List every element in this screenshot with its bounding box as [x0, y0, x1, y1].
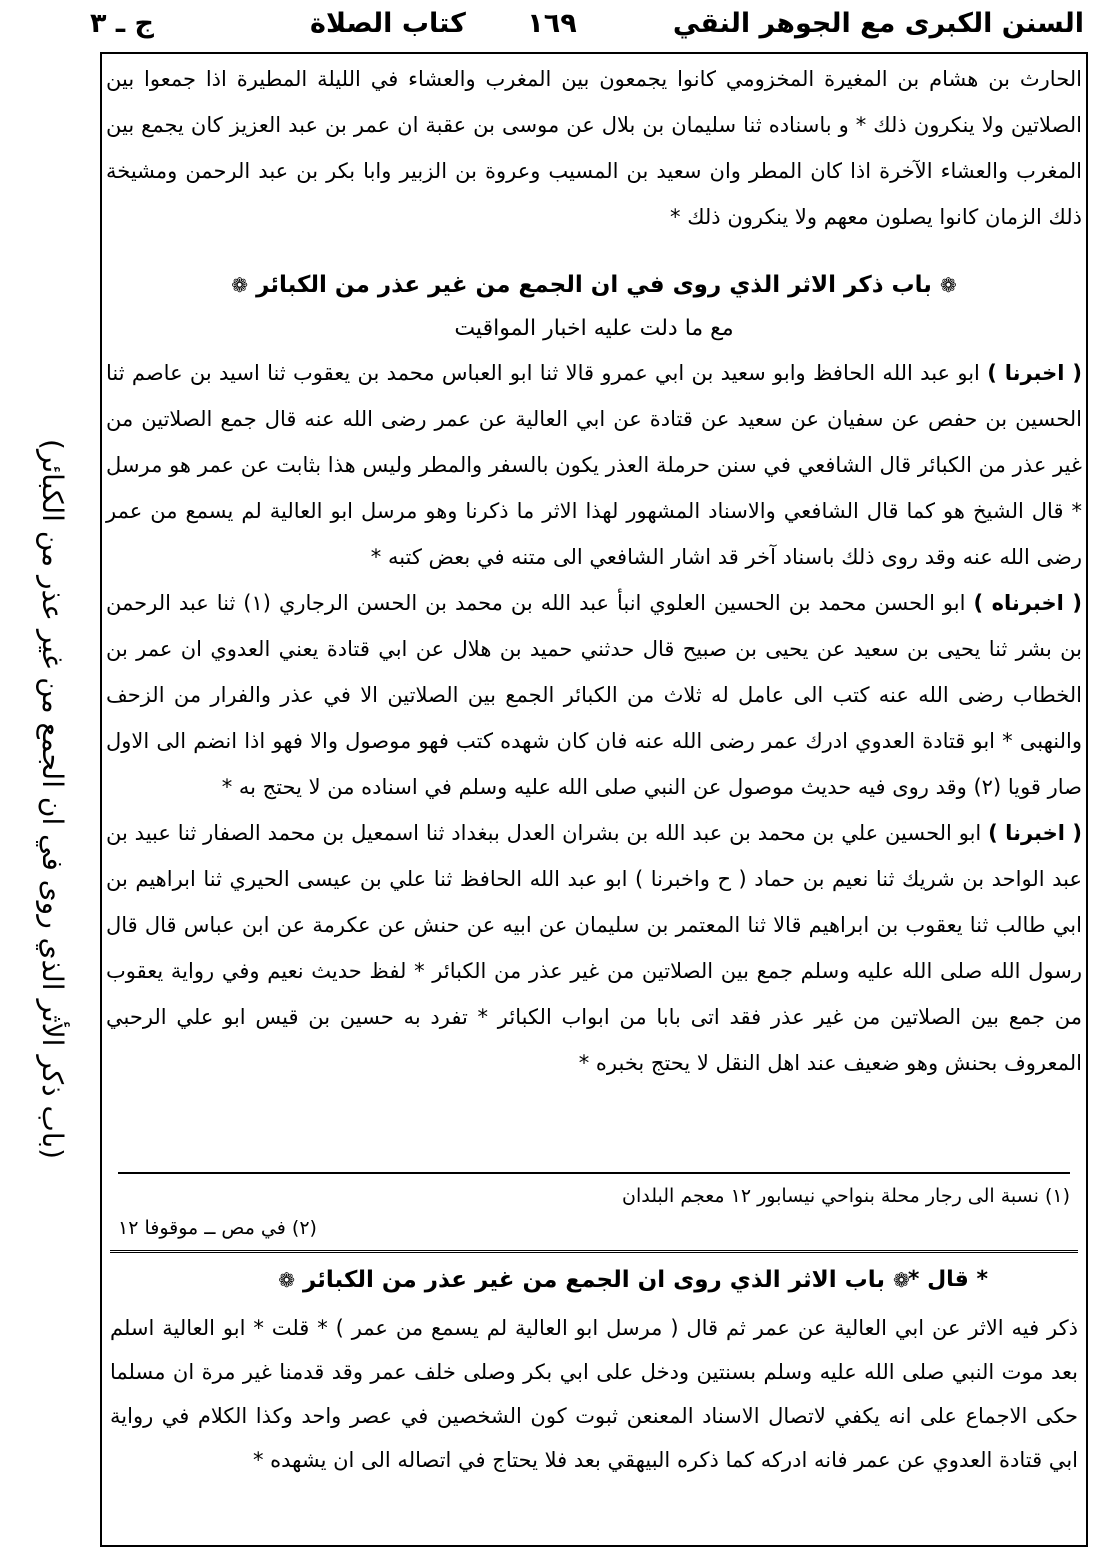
footnotes [118, 1180, 1070, 1250]
margin-note [8, 52, 96, 1547]
ornament-icon: ❁ [939, 273, 957, 297]
ornament-icon: ❁ [231, 273, 249, 297]
intro-paragraph: الحارث بن هشام بن المغيرة المخزومي كانوا يجمعون بين المغرب والعشاء في الليلة المطيرة اذا جمعوا بين الصلاتين ولا ينكرون ذلك * و باسناده ثنا سليمان بن بلال عن موسى بن عقبة ان عمر بن عبد العزيز كان يجمع بين المغرب والعشاء الآخرة اذا كان المطر وان سعيد بن المسيب وعروة بن الزبير وابا بكر بن عبد الرحمن ومشيخة ذلك الزمان كانوا يصلون معهم ولا ينكرون ذلك * [106, 67, 1082, 229]
chapter-heading-text: باب ذكر الاثر الذي روى في ان الجمع من غير عذر من الكبائر [256, 272, 932, 298]
hadith-paragraph-1 [106, 350, 1082, 580]
jawhar-section [110, 1258, 1078, 1482]
chapter-subheading: مع ما دلت عليه اخبار المواقيت [454, 316, 734, 341]
hadith-paragraph-3 [106, 810, 1082, 1086]
page-number: ١٦٩ [527, 8, 577, 39]
hadith-lead-1: ( اخبرنا ) [987, 361, 1082, 385]
hadith-text-2: ابو الحسن محمد بن الحسين العلوي انبأ عبد الله بن محمد بن الحسن الرجاري (١) ثنا عبد الرحمن بن بشر ثنا يحيى بن سعيد عن يحيى بن صبيح قال حدثني حميد بن هلال عن ابي قتادة يعني العدوي ان عمر بن الخطاب رضى الله عنه كتب الى عامل له ثلاث من الكبائر الجمع بين الصلاتين الا في عذر والفرار من الزحف والنهبى * ابو قتادة العدوي ادرك عمر رضى الله عنه فان كان شهده كتب فهو موصول والا فهو اذا انضم الى الاول صار قويا (٢) وقد روى فيه حديث موصول عن النبي صلى الله عليه وسلم في اسناده من لا يحتج به * [106, 591, 1082, 799]
chapter-title: كتاب الصلاة [310, 8, 466, 39]
jawhar-heading [110, 1258, 1078, 1302]
hadith-text-1: ابو عبد الله الحافظ وابو سعيد بن ابي عمرو قالا ثنا ابو العباس محمد بن يعقوب ثنا اسيد بن عاصم ثنا الحسين بن حفص عن سفيان عن سعيد عن قتادة عن ابي العالية عن عمر رضى الله عنه قال جمع الصلاتين من غير عذر من الكبائر قال الشافعي في سنن حرملة العذر يكون بالسفر والمطر وليس هذا بثابت عن عمر هو مرسل * قال الشيخ هو كما قال الشافعي والاسناد المشهور لهذا الاثر ما ذكرنا وهو مرسل ابو العالية لم يسمع من عمر رضى الله عنه وقد روى ذلك باسناد آخر قد اشار الشافعي الى متنه في بعض كتبه * [106, 361, 1082, 569]
ornament-icon: ❁ [893, 1268, 910, 1292]
footnote-divider [118, 1172, 1070, 1174]
jawhar-heading-text: باب الاثر الذي روى ان الجمع من غير عذر من الكبائر [302, 1267, 886, 1293]
margin-note-text: (باب ذكر الأثر الذي روى في ان الجمع من غير عذر من الكبائر) [36, 439, 69, 1160]
footnote-2: (٢) في مص ــ موقوفا ١٢ [118, 1217, 317, 1239]
volume-label: ج ـ ٣ [90, 8, 154, 39]
footnote-1: (١) نسبة الى رجار محلة بنواحي نيسابور ١٢ معجم البلدان [622, 1185, 1070, 1207]
qala-label: * قال * [907, 1267, 988, 1292]
page-header [20, 8, 1084, 44]
chapter-heading [106, 262, 1082, 308]
hadith-lead-2: ( اخبرناه ) [973, 591, 1082, 615]
ornament-icon: ❁ [278, 1268, 295, 1292]
hadith-paragraph-2 [106, 580, 1082, 810]
hadith-text-3: ابو الحسين علي بن محمد بن عبد الله بن بشران العدل ببغداد ثنا اسمعيل بن محمد الصفار ثنا عبيد بن عبد الواحد بن شريك ثنا نعيم بن حماد ( ح واخبرنا ) ابو عبد الله الحافظ ثنا علي بن عيسى الحيري ثنا ابراهيم بن ابي طالب ثنا يعقوب بن ابراهيم قالا ثنا المعتمر بن سليمان عن ابيه عن حنش عن عكرمة عن ابن عباس قال قال رسول الله صلى الله عليه وسلم جمع بين الصلاتين من غير عذر من الكبائر * لفظ حديث نعيم وفي رواية يعقوب من جمع بين الصلاتين من غير عذر فقد اتى بابا من ابواب الكبائر * تفرد به حسين بن قيس ابو علي الرحبي المعروف بحنش وهو ضعيف عند اهل النقل لا يحتج بخبره * [106, 821, 1082, 1075]
section-divider [110, 1250, 1078, 1253]
main-text [106, 56, 1082, 1086]
jawhar-heading-row [110, 1258, 1078, 1306]
jawhar-body: ذكر فيه الاثر عن ابي العالية عن عمر ثم قال ( مرسل ابو العالية لم يسمع من عمر ) * قلت * ابو العالية اسلم بعد موت النبي صلى الله عليه وسلم بسنتين ودخل على ابي بكر وصلى خلف عمر وقد قدمنا غير مرة ان مسلما حكى الاجماع على انه يكفي لاتصال الاسناد المعنعن ثبوت كون الشخصين في عصر واحد وكذا الكلام في رواية ابي قتادة العدوي عن عمر فانه ادركه كما ذكره البيهقي بعد فلا يحتاج في اتصاله الى ان يشهده * [110, 1316, 1078, 1472]
hadith-lead-3: ( اخبرنا ) [988, 821, 1082, 845]
book-title: السنن الكبرى مع الجوهر النقي [672, 8, 1084, 39]
